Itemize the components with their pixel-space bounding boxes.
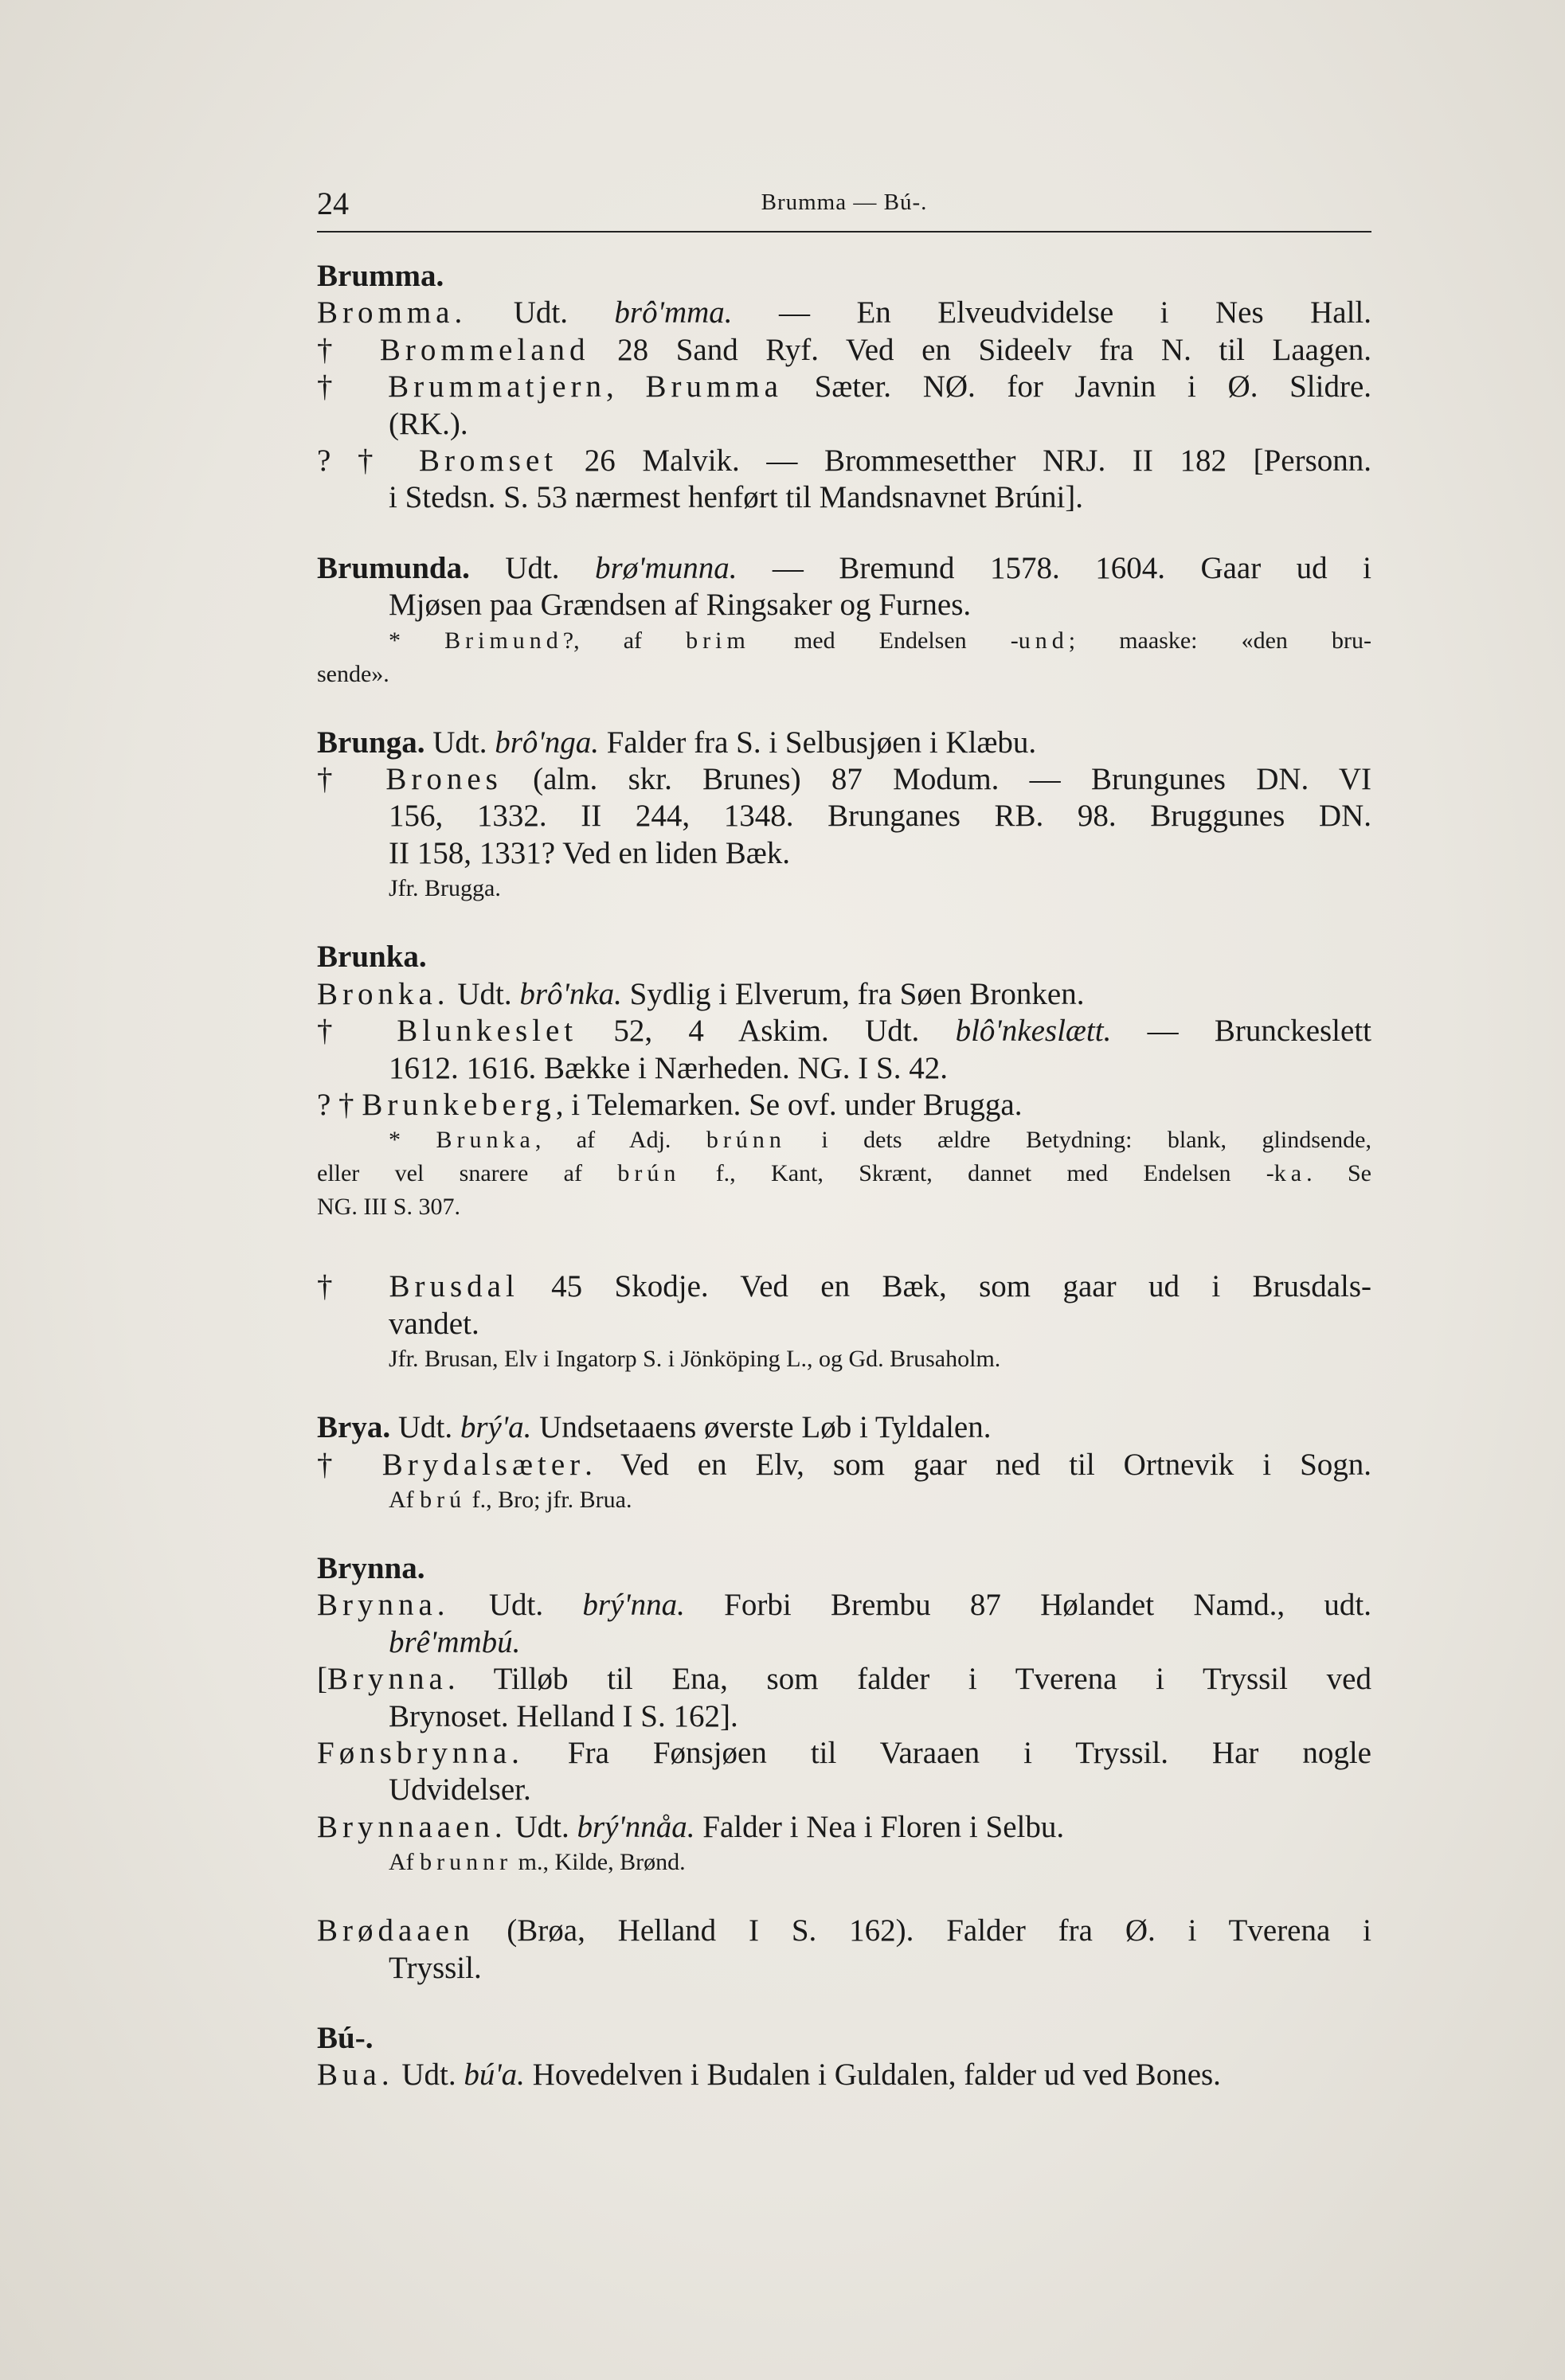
note-text: Af	[389, 1849, 421, 1876]
entry-text: †	[317, 762, 386, 797]
running-title: Brumma — Bú-.	[761, 190, 928, 215]
entry-text: Mjøsen paa Grændsen af Ringsaker og Furnes.	[389, 588, 972, 623]
entry-text: Udt.	[449, 976, 520, 1011]
entry-text: Udt.	[467, 295, 615, 330]
entry-text: Forbi Brembu 87 Hølandet Namd., udt.	[684, 1588, 1372, 1623]
note-text: Jfr. Brugga.	[389, 875, 501, 902]
place-name: Brones	[385, 762, 503, 797]
place-name: Brynna.	[317, 1588, 450, 1623]
note-term: Brimund	[444, 627, 563, 654]
headword: Brynna.	[317, 1550, 425, 1585]
entry-text: — En Elveudvidelse i Nes Hall.	[732, 295, 1371, 330]
pronunciation: blô'nkeslætt.	[955, 1014, 1112, 1049]
note-text: ; maaske: «den bru-	[1068, 627, 1372, 654]
note-text: i dets ældre Betydning: blank, glindsende,	[785, 1127, 1371, 1154]
pronunciation: brý'nna.	[582, 1588, 685, 1623]
entry-text: Undsetaaens øverste Løb i Tyldalen.	[531, 1410, 992, 1445]
note-term: brim	[686, 627, 750, 654]
note-text: f., Kant, Skrænt, dannet med Endelsen -	[680, 1160, 1274, 1187]
headword: Brumma.	[317, 259, 444, 293]
note-text: Jfr. Brusan, Elv i Ingatorp S. i Jönköping L., og Gd. Brusaholm.	[389, 1346, 1001, 1373]
entry-text: Falder i Nea i Floren i Selbu.	[694, 1809, 1065, 1844]
entry-text: Falder fra S. i Selbusjøen i Klæbu.	[598, 725, 1037, 760]
entry-text: ,	[606, 369, 646, 404]
dictionary-entries	[317, 258, 1371, 2094]
place-name: Brumma	[645, 369, 783, 404]
note-term: ka	[1274, 1160, 1307, 1187]
entry-text: . Tilløb til Ena, som falder i Tverena i Tryssil ved	[447, 1662, 1371, 1697]
note-text: m., Kilde, Brønd.	[512, 1849, 686, 1876]
note-text: med Endelsen -	[749, 627, 1019, 654]
entry-text: (RK.).	[389, 406, 468, 441]
entry-text: Udvidelser.	[389, 1772, 531, 1807]
note-text: . Se	[1306, 1160, 1371, 1187]
pronunciation: brô'nka.	[519, 976, 622, 1011]
entry-text: — Bremund 1578. 1604. Gaar ud i	[737, 550, 1371, 585]
note-text: *	[389, 627, 445, 654]
place-name: Bronka.	[317, 976, 450, 1011]
headword: Brya.	[317, 1410, 391, 1445]
entry-text: †	[317, 1269, 389, 1304]
headword: Brunga.	[317, 725, 425, 760]
entry-brya	[317, 1409, 1371, 1517]
entry-text: — Brunckeslett	[1111, 1014, 1371, 1049]
place-name: Blunkeslet	[397, 1014, 578, 1049]
entry-text: Udt.	[425, 725, 495, 760]
note-term: brunnr	[420, 1849, 513, 1876]
note-term: brún	[617, 1160, 681, 1187]
note-term: und	[1018, 627, 1069, 654]
place-name: Brusdal	[389, 1269, 519, 1304]
entry-brumunda	[317, 550, 1371, 691]
place-name: Brynnaaen.	[317, 1809, 507, 1844]
place-name: Brommeland	[379, 332, 590, 367]
entry-brusdal	[317, 1268, 1371, 1376]
entry-text: Udt.	[390, 1410, 460, 1445]
entry-text: [	[317, 1662, 327, 1697]
entry-text: ? †	[317, 444, 419, 479]
place-name: Bromma.	[317, 295, 468, 330]
entry-text: i Stedsn. S. 53 nærmest henført til Mandsnavnet Brúni].	[389, 480, 1084, 515]
note-text: , af Adj.	[534, 1127, 706, 1154]
note-text: eller vel snarere af	[317, 1160, 618, 1187]
entry-text: Udt.	[507, 1809, 577, 1844]
entry-text: 52, 4 Askim. Udt.	[577, 1014, 956, 1049]
etymology-note	[317, 624, 1371, 691]
page-number: 24	[317, 186, 349, 221]
entry-text: (Brøa, Helland I S. 162). Falder fra Ø. i Tverena i	[474, 1913, 1371, 1948]
place-name: Brydalsæter	[381, 1447, 585, 1482]
note-term: Brunka	[436, 1127, 535, 1154]
entry-bu	[317, 2020, 1371, 2094]
entry-text: Sæter. NØ. for Javnin i Ø. Slidre.	[782, 369, 1372, 404]
place-name: Brunkeberg	[362, 1087, 556, 1122]
place-name: Brynna	[327, 1662, 448, 1697]
entry-brodaaen	[317, 1913, 1371, 1987]
place-name: Brummatjern	[388, 369, 607, 404]
entry-text: Udt.	[393, 2058, 464, 2093]
entry-text: . Ved en Elv, som gaar ned til Ortnevik i Sogn.	[585, 1447, 1372, 1482]
entry-text: 26 Malvik. — Brommesetther NRJ. II 182 [Personn.	[558, 444, 1371, 479]
entry-text: †	[317, 1014, 397, 1049]
entry-brynna	[317, 1550, 1371, 1879]
entry-text: 28 Sand Ryf. Ved en Sideelv fra N. til Laagen.	[589, 332, 1372, 367]
page-header	[317, 178, 1371, 233]
entry-text: †	[317, 1447, 382, 1482]
entry-text: Fra Fønsjøen til Varaaen i Tryssil. Har nogle	[523, 1735, 1371, 1770]
entry-brunga	[317, 725, 1371, 906]
pronunciation: brø'munna.	[595, 550, 738, 585]
entry-text: 1612. 1616. Bække i Nærheden. NG. I S. 42.	[389, 1050, 948, 1085]
entry-text: Sydlig i Elverum, fra Søen Bronken.	[621, 976, 1085, 1011]
entry-text: †	[317, 332, 380, 367]
entry-brunka	[317, 939, 1371, 1224]
headword: Brunka.	[317, 940, 427, 975]
entry-text: (alm. skr. Brunes) 87 Modum. — Brungunes DN. VI	[502, 762, 1372, 797]
pronunciation: brý'a.	[460, 1410, 532, 1445]
note-text: *	[389, 1127, 436, 1154]
place-name: Bromset	[418, 444, 558, 479]
entry-brumma	[317, 258, 1371, 517]
entry-text: vandet.	[389, 1306, 479, 1341]
headword: Brumunda.	[317, 550, 470, 585]
entry-text: Tryssil.	[389, 1950, 482, 1985]
entry-text: Hovedelven i Budalen i Guldalen, falder ud ved Bones.	[524, 2058, 1221, 2093]
note-term: brúnn	[706, 1127, 786, 1154]
pronunciation: brô'mma.	[614, 295, 733, 330]
pronunciation: brê'mmbú.	[389, 1624, 521, 1659]
place-name: Fønsbrynna.	[317, 1735, 524, 1770]
note-text: f., Bro; jfr. Brua.	[466, 1486, 632, 1513]
entry-text: II 158, 1331? Ved en liden Bæk.	[389, 835, 791, 870]
place-name: Bua.	[317, 2058, 394, 2093]
entry-text: †	[317, 369, 389, 404]
entry-text: ? †	[317, 1087, 362, 1122]
note-text: NG. III S. 307.	[317, 1194, 460, 1221]
pronunciation: brô'nga.	[495, 725, 599, 760]
entry-text: 156, 1332. II 244, 1348. Brunganes RB. 98. Bruggunes DN.	[389, 799, 1371, 834]
entry-text: Udt.	[449, 1588, 583, 1623]
headword: Bú-.	[317, 2021, 374, 2055]
note-term: brú	[420, 1486, 467, 1513]
note-text: sende».	[317, 660, 389, 687]
pronunciation: bú'a.	[464, 2058, 525, 2093]
entry-text: Udt.	[469, 550, 596, 585]
etymology-note	[317, 1124, 1371, 1224]
entry-text: , i Telemarken. Se ovf. under Brugga.	[555, 1087, 1023, 1122]
note-text: Af	[389, 1486, 421, 1513]
place-name: Brødaaen	[317, 1913, 475, 1948]
entry-text: Brynoset. Helland I S. 162].	[389, 1698, 738, 1733]
pronunciation: brý'nnåa.	[577, 1809, 695, 1844]
entry-text: 45 Skodje. Ved en Bæk, som gaar ud i Brusdals-	[518, 1269, 1372, 1304]
note-text: ?, af	[562, 627, 687, 654]
